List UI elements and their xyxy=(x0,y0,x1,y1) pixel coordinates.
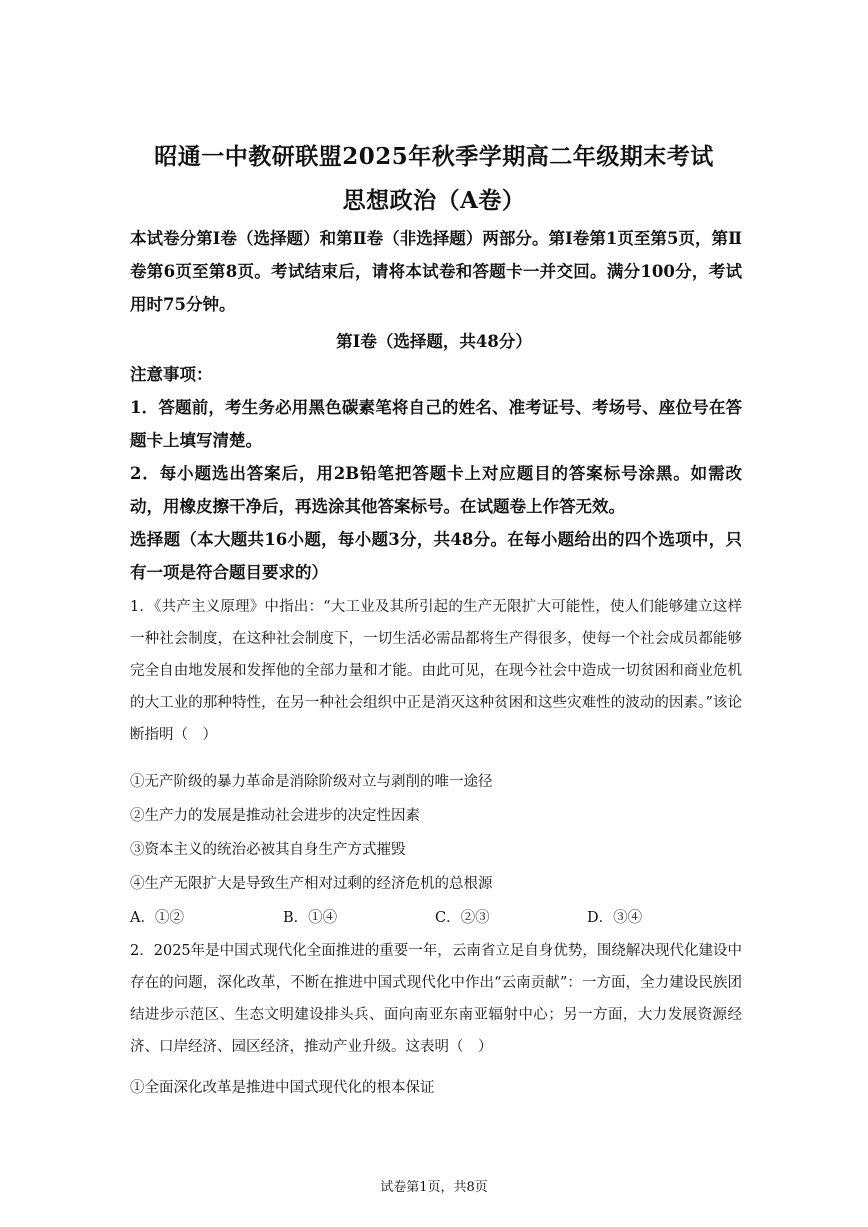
exam-subject: 思想政治（A卷） xyxy=(342,187,526,214)
choice-d: D．③④ xyxy=(587,910,643,926)
question-2-option-1: ①全面深化改革是推进中国式现代化的根本保证 xyxy=(130,1080,435,1096)
page-footer: 试卷第1页，共8页 xyxy=(380,1180,488,1195)
question-1-option-4: ④生产无限扩大是导致生产相对过剩的经济危机的总根源 xyxy=(130,876,493,892)
question-1-option-2: ②生产力的发展是推动社会进步的决定性因素 xyxy=(130,808,420,824)
question-2-stem: 2．2025年是中国式现代化全面推进的重要一年，云南省立足自身优势，围绕解决现代化建设中存在的问题，深化改革，不断在推进中国式现代化中作出“云南贡献”：一方面，全力建设民族团结进步示范区、生态文明建设排头兵、面向南亚东南亚辐射中心；另一方面，大力发展资源经济、口岸经济、园区经济，推动产业升级。这表明（ ） xyxy=(130,943,742,1055)
choice-b: B．①④ xyxy=(283,910,338,926)
section-heading: 第Ⅰ卷（选择题，共48分） xyxy=(336,332,532,351)
question-1-option-3: ③资本主义的统治必被其自身生产方式摧毁 xyxy=(130,842,406,858)
exam-intro: 本试卷分第Ⅰ卷（选择题）和第Ⅱ卷（非选择题）两部分。第Ⅰ卷第1页至第5页，第Ⅱ卷第6页至第8页。考试结束后，请将本试卷和答题卡一并交回。满分100分，考试用时75分钟。 xyxy=(130,229,742,314)
notice-item-2: 2．每小题选出答案后，用2B铅笔把答题卡上对应题目的答案标号涂黑。如需改动，用橡皮擦干净后，再选涂其他答案标号。在试题卷上作答无效。 xyxy=(130,464,742,516)
question-1-choices xyxy=(130,902,742,934)
question-1-stem: 1．《共产主义原理》中指出：“大工业及其所引起的生产无限扩大可能性，使人们能够建立这样一种社会制度，在这种社会制度下，一切生活必需品都将生产得很多，使每一个社会成员都能够完全自由地发展和发挥他的全部力量和才能。由此可见，在现今社会中造成一切贫困和商业危机的大工业的那种特性，在另一种社会组织中正是消灭这种贫困和这些灾难性的波动的因素。”该论断指明（ ） xyxy=(130,599,742,743)
choice-c: C．②③ xyxy=(435,910,490,926)
question-1-option-1: ①无产阶级的暴力革命是消除阶级对立与剥削的唯一途径 xyxy=(130,774,493,790)
exam-title: 昭通一中教研联盟2025年秋季学期高二年级期末考试 xyxy=(154,143,714,170)
notice-item-1: 1．答题前，考生务必用黑色碳素笔将自己的姓名、准考证号、考场号、座位号在答题卡上填写清楚。 xyxy=(130,398,742,450)
choice-a: A．①② xyxy=(130,910,184,926)
mc-instructions: 选择题（本大题共16小题，每小题3分，共48分。在每小题给出的四个选项中，只有一项是符合题目要求的） xyxy=(130,530,742,582)
notice-heading: 注意事项： xyxy=(130,365,213,384)
